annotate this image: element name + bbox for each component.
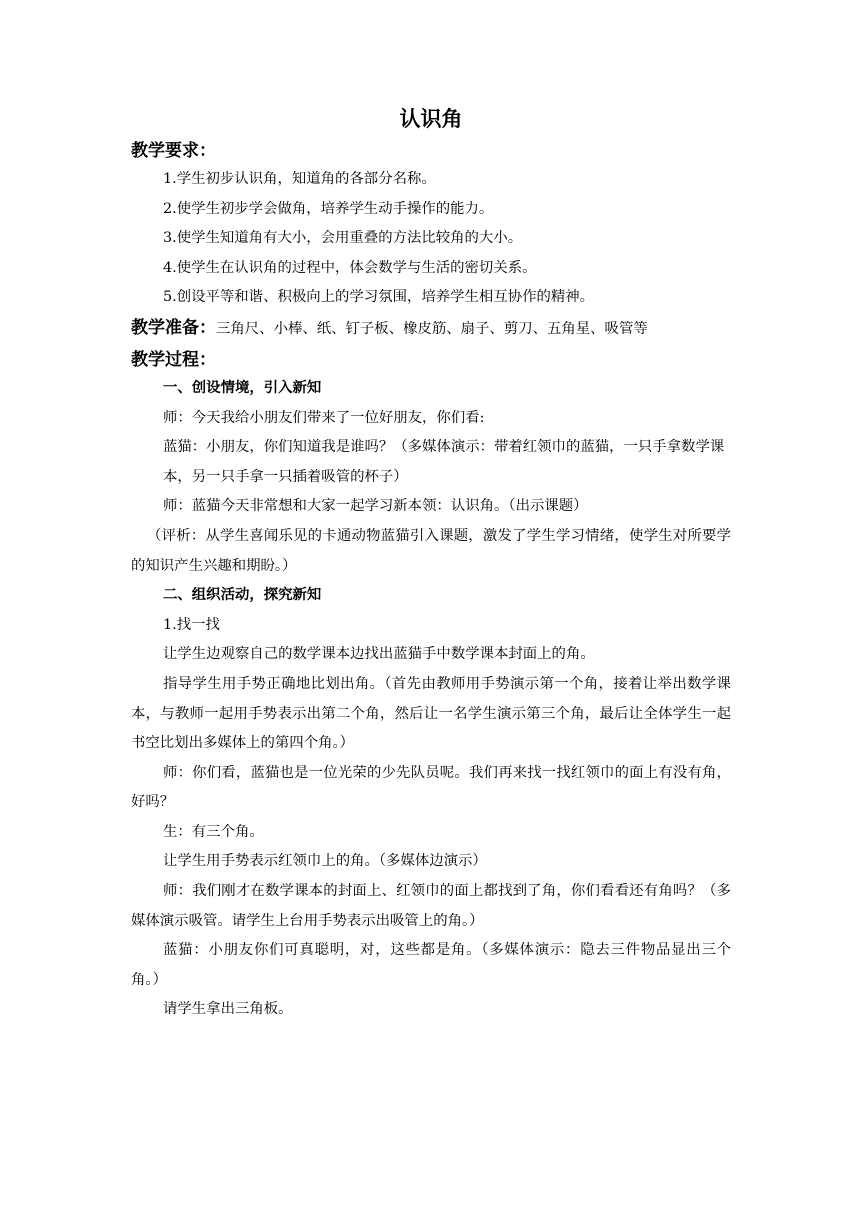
requirement-item: 2.使学生初步学会做角，培养学生动手操作的能力。 xyxy=(163,200,494,217)
preparation-label: 教学准备： xyxy=(131,317,216,338)
paragraph: 1.找一找 xyxy=(163,616,220,633)
requirement-item: 3.使学生知道角有大小，会用重叠的方法比较角的大小。 xyxy=(163,230,523,247)
requirements-heading: 教学要求： xyxy=(131,141,216,161)
paragraph: （评析：从学生喜闻乐见的卡通动物蓝猫引入课题，激发了学生学习情绪，使学生对所要学的知识产生兴趣和期盼。） xyxy=(131,527,731,574)
section-title: 一、创设情境，引入新知 xyxy=(163,379,322,396)
page-title: 认识角 xyxy=(399,107,463,131)
paragraph: 让学生边观察自己的数学课本边找出蓝猫手中数学课本封面上的角。 xyxy=(163,646,595,663)
paragraph: 蓝猫：小朋友，你们知道我是谁吗？（多媒体演示：带着红领巾的蓝猫，一只手拿数学课 xyxy=(163,439,725,456)
paragraph: 蓝猫：小朋友你们可真聪明，对，这些都是角。（多媒体演示：隐去三件物品显出三个角。） xyxy=(131,942,731,988)
preparation-text: 三角尺、小棒、纸、钉子板、橡皮筋、扇子、剪刀、五角星、吸管等 xyxy=(216,320,648,337)
paragraph: 本，另一只手拿一只插着吸管的杯子） xyxy=(163,468,408,485)
paragraph: 师：我们刚才在数学课本的封面上、红领巾的面上都找到了角，你们看看还有角吗？（多媒体演示吸管。请学生上台用手势表示出吸管上的角。） xyxy=(131,883,731,929)
paragraph: 师：蓝猫今天非常想和大家一起学习新本领：认识角。（出示课题） xyxy=(163,498,588,515)
paragraph: 师：今天我给小朋友们带来了一位好朋友，你们看: xyxy=(163,409,485,426)
requirement-item: 4.使学生在认识角的过程中，体会数学与生活的密切关系。 xyxy=(163,259,537,276)
section-title: 二、组织活动，探究新知 xyxy=(163,587,322,604)
requirement-item: 1.学生初步认识角，知道角的各部分名称。 xyxy=(163,171,436,187)
requirements-list xyxy=(131,165,731,313)
paragraph: 师：你们看，蓝猫也是一位光荣的少先队员呢。我们再来找一找红领巾的面上有没有角，好吗？ xyxy=(131,764,731,811)
paragraph: 指导学生用手势正确地比划出角。（首先由教师用手势演示第一个角，接着让举出数学课本，与教师一起用手势表示出第二个角，然后让一名学生演示第三个角，最后让全体学生一起书空比划出多媒体上的第四个角。） xyxy=(131,675,731,752)
requirement-item: 5.创设平等和谐、积极向上的学习氛围，培养学生相互协作的精神。 xyxy=(163,289,595,306)
process-heading: 教学过程： xyxy=(131,349,216,370)
paragraph: 请学生拿出三角板。 xyxy=(163,1001,293,1018)
document-page xyxy=(131,104,731,1025)
preparation-paragraph xyxy=(131,316,731,342)
paragraph: 让学生用手势表示红领巾上的角。（多媒体边演示） xyxy=(163,853,487,870)
paragraph: 生：有三个角。 xyxy=(163,823,264,840)
